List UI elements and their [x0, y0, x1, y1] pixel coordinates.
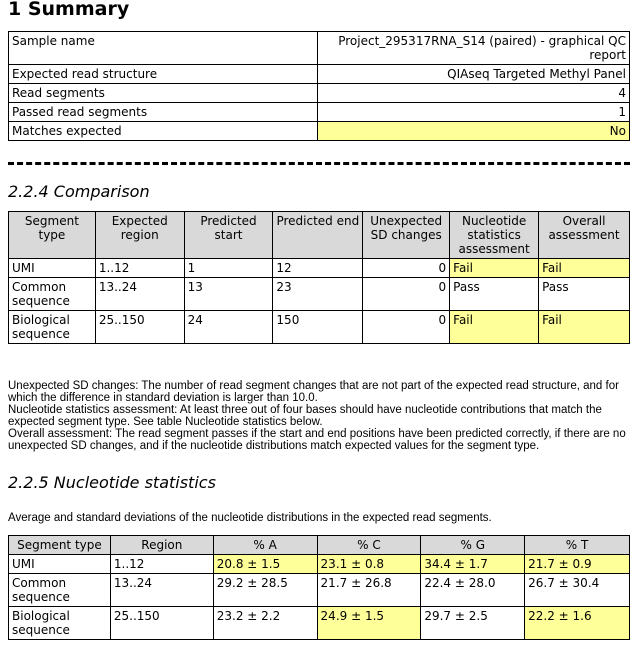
nucleotide-row — [9, 574, 630, 607]
summary-row — [9, 103, 630, 122]
summary-label: Passed read segments — [9, 103, 318, 122]
nucleotide-header: % C — [317, 536, 421, 555]
comparison-header: Nucleotide statistics assessment — [450, 212, 539, 259]
comparison-cell-segment: UMI — [9, 259, 96, 278]
nucleotide-cell-g: 29.7 ± 2.5 — [421, 607, 525, 640]
comparison-cell-start: 1 — [184, 259, 273, 278]
nucleotide-cell-segment: UMI — [9, 555, 111, 574]
summary-value: QIAseq Targeted Methyl Panel — [318, 65, 630, 84]
nucleotide-cell-a: 20.8 ± 1.5 — [213, 555, 317, 574]
comparison-cell-nuc: Fail — [450, 259, 539, 278]
nucleotide-cell-c: 21.7 ± 26.8 — [317, 574, 421, 607]
nucleotide-cell-a: 23.2 ± 2.2 — [213, 607, 317, 640]
comparison-cell-overall: Fail — [539, 259, 630, 278]
comparison-cell-start: 24 — [184, 311, 273, 344]
nucleotide-cell-region: 13..24 — [110, 574, 213, 607]
summary-row — [9, 122, 630, 141]
nucleotide-cell-a: 29.2 ± 28.5 — [213, 574, 317, 607]
comparison-table — [8, 211, 630, 344]
summary-value: Project_295317RNA_S14 (paired) - graphical QC report — [318, 32, 630, 65]
summary-row — [9, 65, 630, 84]
comparison-note: Unexpected SD changes: The number of read segment changes that are not part of the expected read structure, and for which the difference in standard deviation is larger than 10.0. — [8, 380, 619, 404]
summary-value: 4 — [318, 84, 630, 103]
comparison-header: Predicted start — [184, 212, 273, 259]
comparison-header: Segment type — [9, 212, 96, 259]
nucleotide-row — [9, 555, 630, 574]
nucleotide-cell-t: 26.7 ± 30.4 — [525, 574, 630, 607]
nucleotide-heading: 2.2.5 Nucleotide statistics — [8, 473, 216, 492]
comparison-cell-segment: Biological sequence — [9, 311, 96, 344]
comparison-header: Unexpected SD changes — [363, 212, 450, 259]
comparison-cell-nuc: Fail — [450, 311, 539, 344]
comparison-heading: 2.2.4 Comparison — [8, 182, 150, 201]
comparison-cell-overall: Fail — [539, 311, 630, 344]
comparison-cell-end: 23 — [273, 278, 363, 311]
nucleotide-cell-region: 1..12 — [110, 555, 213, 574]
comparison-cell-region: 1..12 — [95, 259, 184, 278]
nucleotide-cell-t: 22.2 ± 1.6 — [525, 607, 630, 640]
nucleotide-intro: Average and standard deviations of the nucleotide distributions in the expected read segments. — [8, 512, 492, 524]
comparison-cell-sd: 0 — [363, 311, 450, 344]
nucleotide-cell-t: 21.7 ± 0.9 — [525, 555, 630, 574]
comparison-cell-start: 13 — [184, 278, 273, 311]
nucleotide-cell-g: 34.4 ± 1.7 — [421, 555, 525, 574]
nucleotide-row — [9, 607, 630, 640]
comparison-cell-end: 150 — [273, 311, 363, 344]
nucleotide-header: Region — [110, 536, 213, 555]
summary-label: Expected read structure — [9, 65, 318, 84]
summary-label: Sample name — [9, 32, 318, 65]
summary-label: Matches expected — [9, 122, 318, 141]
nucleotide-table — [8, 535, 630, 640]
comparison-cell-segment: Common sequence — [9, 278, 96, 311]
comparison-header: Expected region — [95, 212, 184, 259]
nucleotide-cell-c: 23.1 ± 0.8 — [317, 555, 421, 574]
comparison-cell-region: 25..150 — [95, 311, 184, 344]
nucleotide-cell-c: 24.9 ± 1.5 — [317, 607, 421, 640]
comparison-note: Overall assessment: The read segment passes if the start and end positions have been predicted correctly, if there are no unexpected SD changes, and if the nucleotide distributions match expected values for the segment type. — [8, 428, 626, 452]
comparison-header: Overall assessment — [539, 212, 630, 259]
comparison-cell-sd: 0 — [363, 259, 450, 278]
comparison-cell-end: 12 — [273, 259, 363, 278]
comparison-header: Predicted end — [273, 212, 363, 259]
section-divider — [8, 162, 630, 165]
nucleotide-header: Segment type — [9, 536, 111, 555]
summary-heading: 1 Summary — [8, 0, 130, 20]
comparison-row — [9, 278, 630, 311]
comparison-cell-overall: Pass — [539, 278, 630, 311]
nucleotide-cell-segment: Biological sequence — [9, 607, 111, 640]
comparison-cell-region: 13..24 — [95, 278, 184, 311]
summary-value: No — [318, 122, 630, 141]
summary-label: Read segments — [9, 84, 318, 103]
nucleotide-cell-region: 25..150 — [110, 607, 213, 640]
summary-row — [9, 32, 630, 65]
comparison-note: Nucleotide statistics assessment: At least three out of four bases should have nucleotide contributions that match the expected segment type. See table Nucleotide statistics below. — [8, 404, 602, 428]
nucleotide-header: % A — [213, 536, 317, 555]
comparison-row — [9, 311, 630, 344]
nucleotide-header: % G — [421, 536, 525, 555]
summary-table — [8, 31, 630, 141]
comparison-cell-nuc: Pass — [450, 278, 539, 311]
comparison-row — [9, 259, 630, 278]
comparison-cell-sd: 0 — [363, 278, 450, 311]
comparison-notes — [8, 380, 630, 452]
summary-row — [9, 84, 630, 103]
nucleotide-cell-g: 22.4 ± 28.0 — [421, 574, 525, 607]
summary-value: 1 — [318, 103, 630, 122]
nucleotide-cell-segment: Common sequence — [9, 574, 111, 607]
nucleotide-header: % T — [525, 536, 630, 555]
